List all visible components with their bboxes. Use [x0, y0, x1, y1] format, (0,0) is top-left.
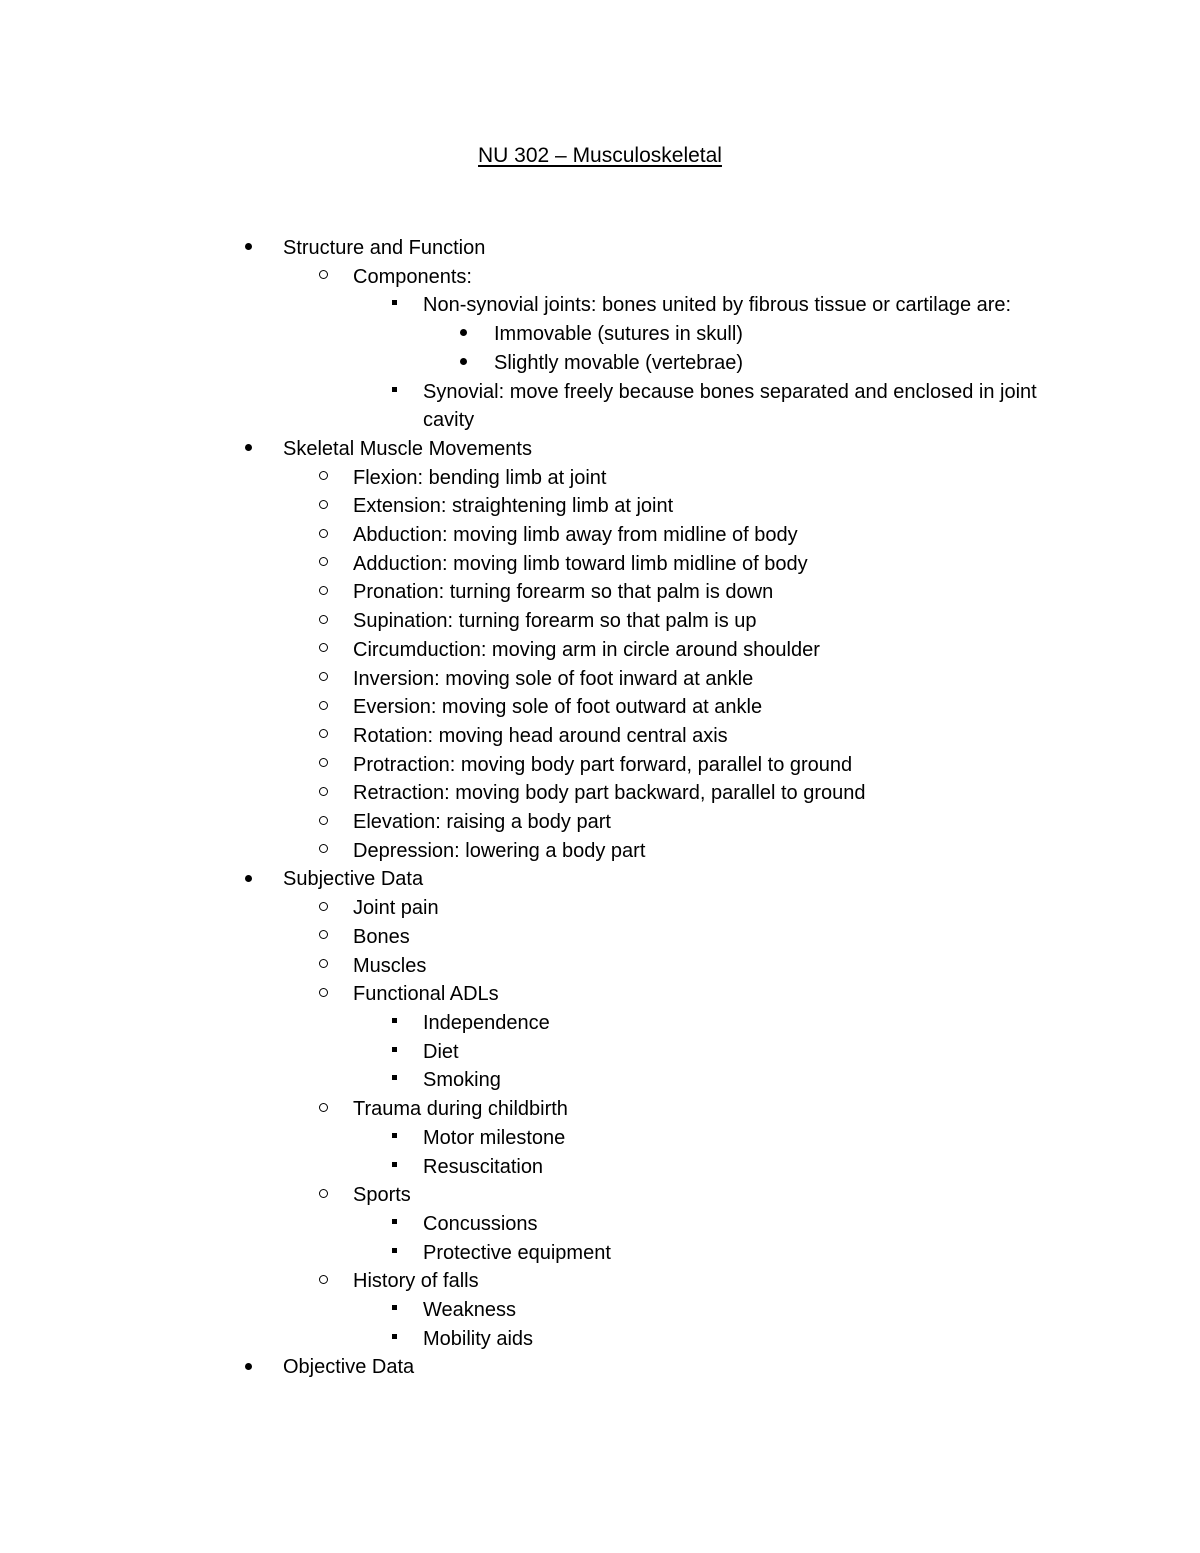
- outline-item-text: History of falls: [353, 1270, 479, 1293]
- bullet-circle-icon: [316, 464, 330, 493]
- outline-item-text: Protraction: moving body part forward, parallel to ground: [353, 753, 853, 776]
- outline-item-level-3: [0, 1153, 1200, 1182]
- outline-item-text: Synovial: move freely because bones separated and enclosed in joint cavity: [423, 380, 1037, 432]
- bullet-circle-icon: [316, 837, 330, 866]
- outline-item-level-3: [0, 1239, 1200, 1268]
- outline-item-level-3: [0, 1210, 1200, 1239]
- outline-item-text: Weakness: [423, 1299, 517, 1322]
- outline-item-level-2: [0, 1181, 1200, 1210]
- outline-item-level-2: [0, 693, 1200, 722]
- outline-item-level-1: [0, 234, 1200, 263]
- bullet-square-icon: [387, 378, 401, 407]
- outline-item-level-4: [0, 349, 1200, 378]
- outline-item-text: Mobility aids: [423, 1327, 534, 1350]
- bullet-circle-icon: [316, 578, 330, 607]
- outline-item-level-2: [0, 492, 1200, 521]
- bullet-circle-icon: [316, 1095, 330, 1124]
- bullet-dot-icon: [241, 865, 255, 894]
- outline-item-text: Independence: [423, 1011, 550, 1034]
- bullet-square-icon: [387, 1210, 401, 1239]
- bullet-circle-icon: [316, 779, 330, 808]
- bullet-square-icon: [387, 1239, 401, 1268]
- bullet-square-icon: [387, 1038, 401, 1067]
- outline-item-text: Circumduction: moving arm in circle around shoulder: [353, 638, 820, 661]
- bullet-circle-icon: [316, 521, 330, 550]
- outline-item-level-2: [0, 980, 1200, 1009]
- bullet-circle-icon: [316, 808, 330, 837]
- outline-item-text: Bones: [353, 925, 410, 948]
- outline-item-text: Joint pain: [353, 897, 439, 920]
- outline-item-text: Flexion: bending limb at joint: [353, 466, 607, 489]
- outline-item-text: Structure and Function: [283, 237, 486, 259]
- outline-item-level-3: [0, 1325, 1200, 1354]
- outline-item-level-2: [0, 578, 1200, 607]
- bullet-circle-icon: [316, 1181, 330, 1210]
- outline-item-level-2: [0, 751, 1200, 780]
- outline-item-level-2: [0, 550, 1200, 579]
- outline-item-text: Components:: [353, 265, 472, 288]
- outline-item-level-2: [0, 779, 1200, 808]
- outline-item-level-2: [0, 665, 1200, 694]
- outline-item-text: Subjective Data: [283, 868, 424, 891]
- outline-item-text: Retraction: moving body part backward, parallel to ground: [353, 782, 866, 805]
- outline-item-text: Skeletal Muscle Movements: [283, 437, 532, 460]
- bullet-square-icon: [387, 1009, 401, 1038]
- outline-item-level-1: [0, 435, 1200, 464]
- bullet-outline: [0, 234, 1200, 1382]
- outline-item-text: Extension: straightening limb at joint: [353, 495, 674, 518]
- outline-item-level-2: [0, 952, 1200, 981]
- bullet-circle-icon: [316, 923, 330, 952]
- outline-item-text: Elevation: raising a body part: [353, 811, 611, 834]
- outline-item-text: Resuscitation: [423, 1155, 544, 1178]
- outline-item-text: Non-synovial joints: bones united by fibrous tissue or cartilage are:: [423, 294, 1012, 317]
- bullet-circle-icon: [316, 952, 330, 981]
- bullet-square-icon: [387, 1296, 401, 1325]
- outline-item-text: Protective equipment: [423, 1241, 611, 1264]
- outline-item-level-2: [0, 607, 1200, 636]
- bullet-circle-icon: [316, 722, 330, 751]
- outline-item-level-3: [0, 291, 1200, 320]
- bullet-circle-icon: [316, 894, 330, 923]
- outline-item-text: Functional ADLs: [353, 983, 499, 1006]
- outline-item-level-3: [0, 1124, 1200, 1153]
- outline-item-text: Eversion: moving sole of foot outward at ankle: [353, 696, 763, 719]
- outline-item-level-3: [0, 1066, 1200, 1095]
- outline-item-level-2: [0, 263, 1200, 292]
- outline-item-level-3: [0, 1009, 1200, 1038]
- outline-item-text: Sports: [353, 1184, 411, 1207]
- outline-item-text: Immovable (sutures in skull): [494, 323, 743, 346]
- bullet-circle-icon: [316, 636, 330, 665]
- outline-item-level-2: [0, 1267, 1200, 1296]
- outline-item-text: Adduction: moving limb toward limb midline of body: [353, 552, 808, 575]
- outline-item-level-2: [0, 894, 1200, 923]
- bullet-square-icon: [387, 1153, 401, 1182]
- outline-item-level-1: [0, 1353, 1200, 1382]
- bullet-square-icon: [387, 291, 401, 320]
- bullet-circle-icon: [316, 693, 330, 722]
- outline-item-text: Diet: [423, 1040, 459, 1063]
- bullet-dot-icon: [456, 349, 470, 378]
- outline-item-level-4: [0, 320, 1200, 349]
- bullet-circle-icon: [316, 980, 330, 1009]
- outline-item-level-1: [0, 865, 1200, 894]
- bullet-dot-icon: [241, 435, 255, 464]
- outline-item-level-3: [0, 378, 1200, 435]
- outline-item-text: Motor milestone: [423, 1126, 566, 1149]
- outline-item-text: Muscles: [353, 954, 427, 977]
- outline-item-level-2: [0, 636, 1200, 665]
- bullet-circle-icon: [316, 665, 330, 694]
- bullet-square-icon: [387, 1066, 401, 1095]
- bullet-circle-icon: [316, 263, 330, 292]
- outline-item-text: Concussions: [423, 1212, 538, 1235]
- outline-item-level-2: [0, 464, 1200, 493]
- outline-item-text: Trauma during childbirth: [353, 1098, 568, 1121]
- outline-item-text: Rotation: moving head around central axis: [353, 724, 728, 747]
- outline-item-text: Abduction: moving limb away from midline of body: [353, 524, 798, 547]
- outline-item-level-2: [0, 923, 1200, 952]
- outline-item-level-2: [0, 1095, 1200, 1124]
- page-title: NU 302 – Musculoskeletal: [478, 144, 722, 167]
- bullet-circle-icon: [316, 751, 330, 780]
- outline-item-text: Depression: lowering a body part: [353, 839, 646, 862]
- bullet-circle-icon: [316, 550, 330, 579]
- bullet-square-icon: [387, 1325, 401, 1354]
- outline-item-text: Smoking: [423, 1069, 501, 1092]
- outline-item-level-3: [0, 1038, 1200, 1067]
- outline-item-level-2: [0, 808, 1200, 837]
- outline-item-level-3: [0, 1296, 1200, 1325]
- outline-item-text: Pronation: turning forearm so that palm is down: [353, 581, 774, 604]
- outline-item-text: Objective Data: [283, 1356, 415, 1379]
- bullet-square-icon: [387, 1124, 401, 1153]
- outline-item-text: Supination: turning forearm so that palm is up: [353, 610, 757, 633]
- outline-item-text: Inversion: moving sole of foot inward at ankle: [353, 667, 754, 690]
- bullet-circle-icon: [316, 492, 330, 521]
- outline-item-level-2: [0, 521, 1200, 550]
- bullet-dot-icon: [456, 320, 470, 349]
- bullet-dot-icon: [241, 1353, 255, 1382]
- outline-item-level-2: [0, 837, 1200, 866]
- bullet-circle-icon: [316, 607, 330, 636]
- outline-item-text: Slightly movable (vertebrae): [494, 351, 743, 374]
- outline-item-level-2: [0, 722, 1200, 751]
- bullet-circle-icon: [316, 1267, 330, 1296]
- bullet-dot-icon: [241, 234, 255, 263]
